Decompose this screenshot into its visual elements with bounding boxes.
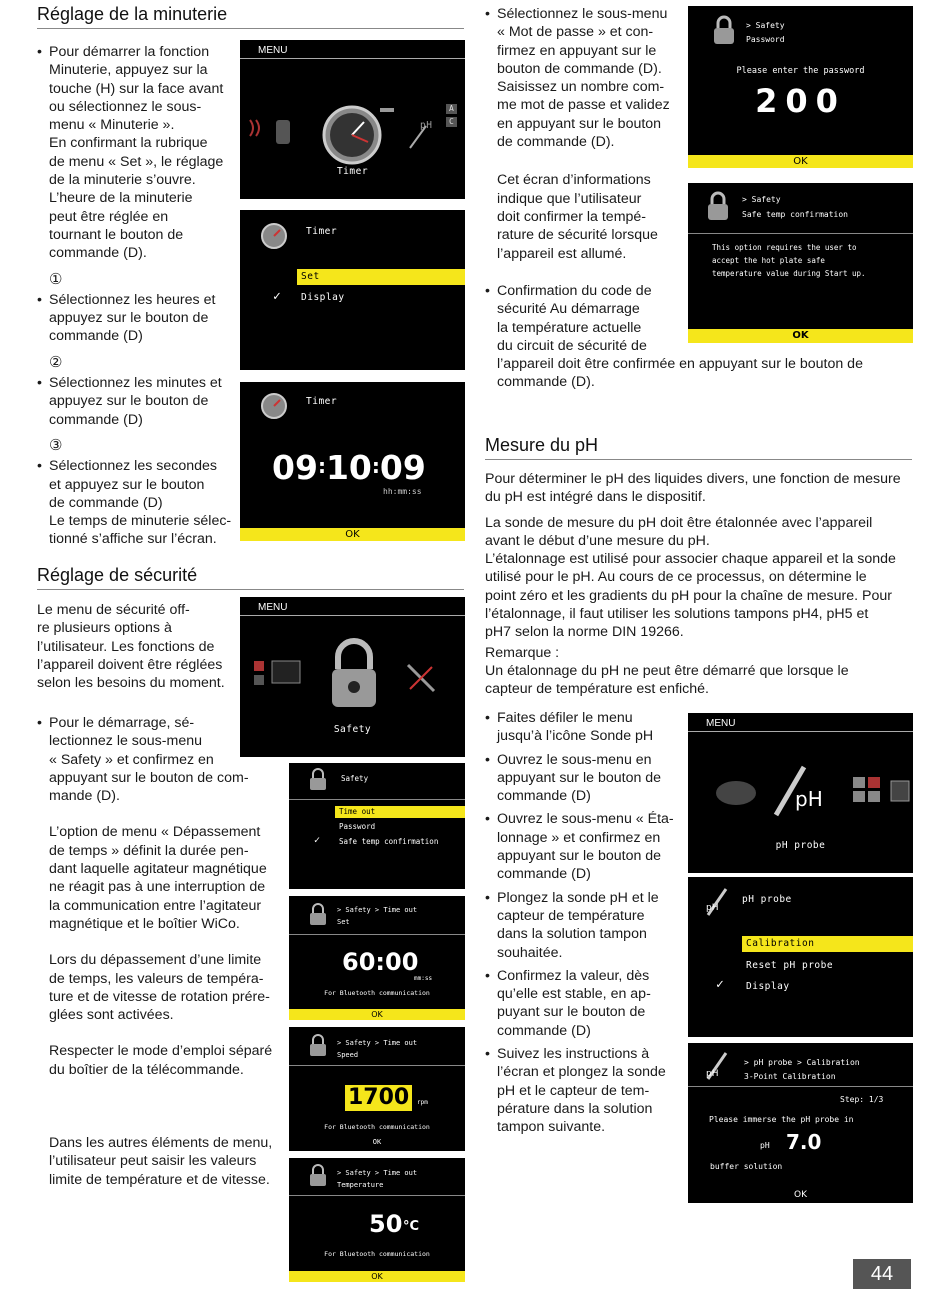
ph-label: pH bbox=[706, 903, 719, 913]
screen-path: > Safety > Time out bbox=[337, 1169, 418, 1177]
menu-label: Timer bbox=[336, 166, 369, 177]
safety-para-manual: Respecter le mode d’emploi séparé du boîtier de la télécommande. bbox=[49, 1043, 273, 1078]
screen-title: Timer bbox=[306, 226, 338, 237]
check-icon: ✓ bbox=[716, 977, 724, 992]
screen-timeout-temp bbox=[289, 1158, 465, 1282]
padlock-icon bbox=[307, 903, 329, 927]
screen-subtitle: Temperature bbox=[337, 1181, 384, 1189]
menu-label: pH probe bbox=[775, 840, 826, 851]
screen-timer-time: Timer 09:10:09 hh:mm:ss OK bbox=[240, 382, 465, 541]
bluetooth-note: For Bluetooth communication bbox=[324, 1123, 430, 1131]
check-icon: ✓ bbox=[273, 289, 281, 304]
safety-para-limit: Lors du dépassement d’une limite de temps, les valeurs de tempéra- ture et de vitesse de rotation prére- glées sont activées. bbox=[49, 952, 270, 1024]
password-bullet: • Sélectionnez le sous-menu « Mot de passe » et con- firmez en appuyant sur le bouton de commande (D). Saisissez un nombre com- me mot de passe et validez en appuyant sur le bouton de commande (D). bbox=[485, 5, 685, 151]
time-unit: hh:mm:ss bbox=[383, 487, 422, 496]
ph-para-2: La sonde de mesure du pH doit être étalonnée avec l’appareil avant le début d’une mesure du pH. L’étalonnage est utilisé pour associer chaque appareil et la sonde utilisé pour le pH. Au cours de ce processus, on détermine le point zéro et les gradients du pH pour la chaîne de mesure. Pour l’étalonnage, il faut utiliser les solutions tampons pH4, pH5 et pH7 selon la norme DIN 19266. bbox=[485, 514, 896, 641]
ok-button[interactable]: OK bbox=[372, 1138, 382, 1146]
key-a: A bbox=[449, 104, 454, 113]
ok-button[interactable]: OK bbox=[688, 329, 913, 343]
step-marker-2: ② bbox=[49, 353, 63, 371]
padlock-icon bbox=[307, 768, 329, 792]
safety-para-limits: Dans les autres éléments de menu, l’utilisateur peut saisir les valeurs limite de température et de vitesse. bbox=[49, 1135, 273, 1188]
padlock-icon bbox=[307, 1034, 329, 1058]
screen-subtitle: Set bbox=[337, 918, 350, 926]
ph-step-2: • Ouvrez le sous-menu en appuyant sur le bouton de commande (D) bbox=[485, 751, 685, 806]
buffer-ph-value[interactable]: 7.0 bbox=[786, 1130, 822, 1154]
ph-unit: pH bbox=[760, 1141, 770, 1150]
bluetooth-note: For Bluetooth communication bbox=[324, 989, 430, 997]
screen-subtitle: Password bbox=[746, 35, 785, 44]
timer-step-1: • Sélectionnez les heures et appuyez sur le bouton de commande (D) bbox=[37, 291, 242, 346]
menu-item-timeout[interactable]: Time out bbox=[335, 806, 465, 818]
section-title-timer: Réglage de la minuterie bbox=[37, 4, 228, 24]
screen-path: > Safety > Time out bbox=[337, 1039, 418, 1047]
timer-text bbox=[37, 43, 242, 549]
value-unit: rpm bbox=[417, 1099, 428, 1106]
calibration-step: Step: 1/3 bbox=[840, 1095, 884, 1104]
password-value[interactable]: 200 bbox=[755, 82, 846, 120]
screen-title: pH probe bbox=[742, 894, 792, 905]
padlock-icon bbox=[710, 14, 738, 48]
ph-label: pH bbox=[706, 1069, 719, 1079]
screen-path: > Safety bbox=[742, 195, 781, 204]
screen-subtitle: Safe temp confirmation bbox=[742, 210, 848, 219]
safety-text bbox=[37, 714, 282, 1189]
screen-path: > pH probe > Calibration bbox=[744, 1058, 860, 1067]
section-title-ph: Mesure du pH bbox=[485, 435, 599, 455]
screen-menu-ph bbox=[688, 713, 913, 873]
stopwatch-icon bbox=[258, 390, 294, 420]
menu-header: MENU bbox=[240, 40, 465, 59]
timer-seconds[interactable]: 09 bbox=[379, 448, 426, 487]
ph-remark: Remarque : Un étalonnage du pH ne peut être démarré que lorsque le capteur de température est enfiché. bbox=[485, 644, 849, 698]
timer-hours[interactable]: 09 bbox=[272, 448, 318, 487]
confirmation-bullet: • Confirmation du code de sécurité Au démarrage la température actuelle du circuit de sécurité de l’appareil doit être confirmée en appuyant sur le bouton de commande (D). bbox=[485, 282, 905, 392]
menu-item-reset[interactable]: Reset pH probe bbox=[746, 960, 834, 971]
password-prompt: Please enter the password bbox=[736, 66, 865, 76]
ph-label: pH bbox=[420, 120, 433, 131]
ok-button[interactable]: OK bbox=[289, 1009, 465, 1020]
value-unit: mm:ss bbox=[414, 975, 433, 982]
check-icon: ✓ bbox=[314, 835, 321, 846]
screen-timeout-set bbox=[289, 896, 465, 1020]
value-unit: °C bbox=[403, 1219, 420, 1234]
page-number: 44 bbox=[853, 1259, 911, 1289]
timer-step-3: • Sélectionnez les secondes et appuyez sur le bouton de commande (D) Le temps de minuterie sélec- tionné s’affiche sur l’écran. bbox=[37, 457, 242, 548]
step-marker-1: ① bbox=[49, 270, 63, 288]
ph-step-4: • Plongez la sonde pH et le capteur de température dans la solution tampon souhaitée. bbox=[485, 889, 685, 962]
screen-title: Safety bbox=[341, 774, 369, 783]
screen-path: > Safety > Time out bbox=[337, 906, 418, 914]
screen-menu-timer bbox=[240, 40, 465, 199]
timer-minutes[interactable]: 10 bbox=[325, 448, 372, 487]
ph-text bbox=[485, 470, 915, 699]
padlock-icon bbox=[240, 617, 465, 757]
ok-button[interactable]: OK bbox=[688, 155, 913, 168]
screen-timer-set bbox=[240, 210, 465, 370]
ok-button[interactable]: OK bbox=[794, 1190, 807, 1200]
padlock-icon bbox=[307, 1164, 329, 1188]
menu-item-display[interactable]: Display bbox=[746, 981, 790, 992]
ph-label: pH bbox=[795, 787, 823, 811]
timer-intro: • Pour démarrer la fonction Minuterie, appuyez sur la touche (H) sur la face avant ou sélectionnez le sous- menu « Minuterie ». En confirmant la rubrique de menu « Set », le réglage de la minuterie s’ouvre. L’heure de la minuterie peut être réglée en tournant le bouton de commande (D). bbox=[37, 43, 242, 263]
menu-item-password[interactable]: Password bbox=[339, 822, 376, 831]
ph-step-1: • Faites défiler le menu jusqu’à l’icône Sonde pH bbox=[485, 709, 685, 746]
screen-password bbox=[688, 6, 913, 168]
padlock-icon bbox=[704, 190, 732, 224]
screen-safety-list bbox=[289, 763, 465, 889]
ph-step-5: • Confirmez la valeur, dès qu’elle est stable, en ap- puyant sur le bouton de commande (D) bbox=[485, 967, 685, 1040]
menu-label: Safety bbox=[333, 724, 372, 735]
immerse-message: Please immerse the pH probe in bbox=[709, 1115, 854, 1124]
ok-button[interactable]: OK bbox=[289, 1271, 465, 1282]
section-title-safety: Réglage de sécurité bbox=[37, 565, 198, 585]
ph-probe-icon bbox=[702, 885, 732, 919]
ph-step-6: • Suivez les instructions à l’écran et plongez la sonde pH et le capteur de tem- pérature dans la solution tampon suivante. bbox=[485, 1045, 685, 1136]
screen-subtitle: Speed bbox=[337, 1051, 359, 1059]
screen-timeout-speed bbox=[289, 1027, 465, 1151]
screen-subtitle: 3-Point Calibration bbox=[744, 1072, 836, 1081]
screen-menu-safety bbox=[240, 597, 465, 757]
menu-item-safe-temp[interactable]: Safe temp confirmation bbox=[339, 837, 439, 846]
screen-ph-probe bbox=[688, 877, 913, 1037]
ph-step-3: • Ouvrez le sous-menu « Éta- lonnage » et confirmez en appuyant sur le bouton de commande (D) bbox=[485, 810, 685, 883]
temperature-value[interactable]: 50 bbox=[369, 1210, 403, 1238]
safe-temp-info: Cet écran d’informations indique que l’utilisateur doit confirmer la tempé- rature de sécurité lorsque l’appareil est allumé. bbox=[497, 172, 658, 262]
ok-button[interactable]: OK bbox=[240, 528, 465, 541]
key-c: C bbox=[449, 117, 454, 126]
screen-path: > Safety bbox=[746, 21, 785, 30]
password-text bbox=[485, 5, 685, 263]
safety-intro: Le menu de sécurité off- re plusieurs options à l’utilisateur. Les fonctions de l’appareil doivent être réglées selon les besoins du moment. bbox=[37, 602, 225, 692]
bluetooth-note: For Bluetooth communication bbox=[324, 1250, 430, 1258]
buffer-label: buffer solution bbox=[710, 1162, 783, 1171]
safety-bullet: • Pour le démarrage, sé- lectionnez le sous-menu « Safety » et confirmez en appuyant sur le bouton de com- mande (D). bbox=[37, 714, 282, 805]
ph-para-1: Pour déterminer le pH des liquides divers, une fonction de mesure du pH est intégré dans le dispositif. bbox=[485, 471, 901, 506]
screen-calibration bbox=[688, 1043, 913, 1203]
screen-title: Timer bbox=[306, 396, 338, 407]
menu-item-set[interactable]: Set bbox=[297, 269, 465, 285]
safety-para-timeout: L’option de menu « Dépassement de temps » définit la durée pen- dant laquelle agitateur magnétique ne réagit pas à une interruption de la communication entre l’agitateur magnétique et le boîtier WiCo. bbox=[49, 824, 267, 932]
step-marker-3: ③ bbox=[49, 436, 63, 454]
menu-item-calibration[interactable]: Calibration bbox=[742, 936, 913, 952]
timeout-value[interactable]: 60:00 bbox=[342, 948, 419, 976]
menu-header: MENU bbox=[688, 713, 913, 732]
safe-temp-message: This option requires the user to accept the hot plate safe temperature value during Start up. bbox=[712, 243, 866, 278]
timer-step-2: • Sélectionnez les minutes et appuyez sur le bouton de commande (D) bbox=[37, 374, 242, 429]
screen-safe-temp bbox=[688, 183, 913, 343]
speed-value[interactable]: 1700 bbox=[345, 1085, 412, 1111]
menu-header: MENU bbox=[240, 597, 465, 616]
stopwatch-icon bbox=[258, 220, 294, 250]
menu-item-display[interactable]: Display bbox=[301, 292, 345, 303]
ph-steps bbox=[485, 709, 685, 1137]
